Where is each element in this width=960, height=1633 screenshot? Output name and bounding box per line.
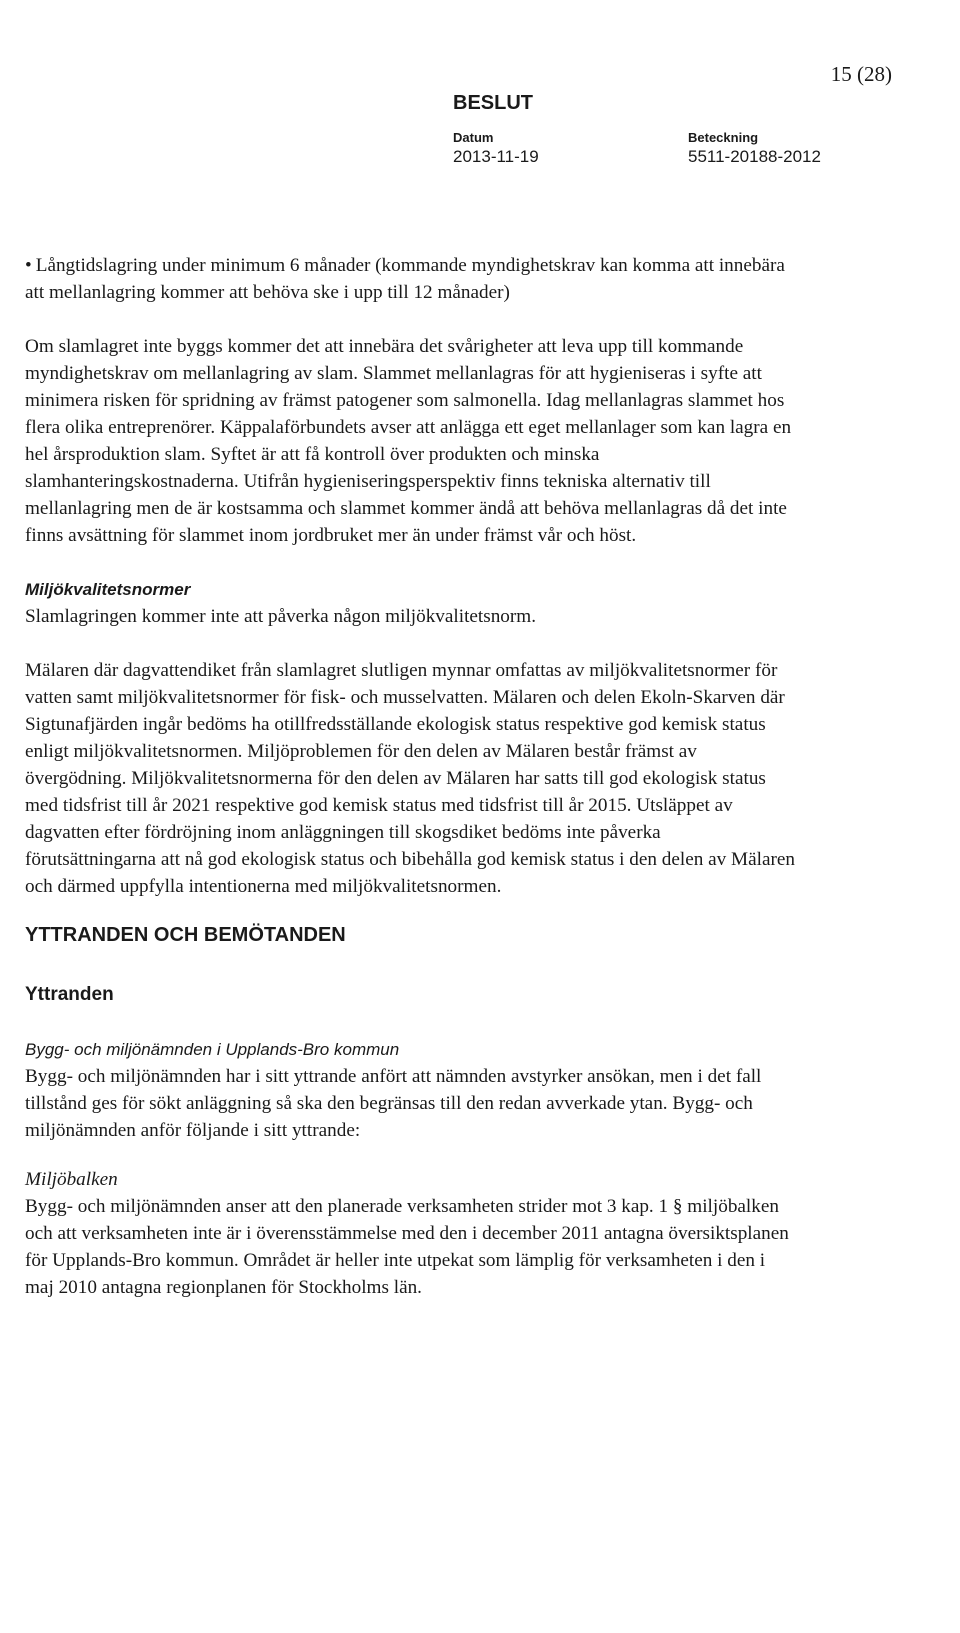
bullet-marker: • [25,255,32,276]
paragraph-malaren: Mälaren där dagvattendiket från slamlagret slutligen mynnar omfattas av miljökvalitetsnormer för vatten samt miljökvalitetsnormer för fisk- och musselvatten. Mälaren och delen Ekoln-Skarven där Sigtunafjärden ingår bedöms ha otillfredsställande ekologisk status respektive god kemisk status enligt miljökvalitetsnormen. Miljöproblemen för den delen av Mälaren består främst av övergödning. Miljökvalitetsnormerna för den delen av Mälaren har satts till god ekologisk status med tidsfrist till år 2021 respektive god kemisk status med tidsfrist till år 2015. Utsläppet av dagvatten efter fördröjning inom anläggningen till skogsdiket bedöms inte påverka förutsättningarna att nå god ekologisk status och bibehålla god kemisk status i den delen av Mälaren och därmed uppfylla intentionerna med miljökvalitetsnormen. [25,660,795,897]
heading-yttranden: Yttranden [25,984,114,1005]
paragraph-mkn-summary: Slamlagringen kommer inte att påverka någon miljökvalitetsnorm. [25,606,537,627]
date-label: Datum [453,130,494,145]
heading-bygg-och-miljonamnden: Bygg- och miljönämnden i Upplands-Bro kommun [25,1040,400,1059]
bullet-text: Långtidslagring under minimum 6 månader (kommande myndighetskrav kan komma att innebära att mellanlagring kommer att behöva ske i upp till 12 månader) [25,255,785,303]
page-number: 15 (28) [830,62,892,86]
paragraph-slamlager: Om slamlagret inte byggs kommer det att innebära det svårigheter att leva upp till kommande myndighetskrav om mellanlagring av slam. Slammet mellanlagras för att hygieniseras i syfte att minimera risken för spridning av främst patogener som salmonella. Idag mellanlagras slammet hos flera olika entreprenörer. Käppalaförbundets avser att anlägga ett eget mellanlager som kan lagra en hel årsproduktion slam. Syftet är att få kontroll över produkten och minska slamhanteringskostnaderna. Utifrån hygieniseringsperspektiv finns tekniska alternativ till mellanlagring men de är kostsamma och slammet kommer ändå att behöva mellanlagras då det inte finns avsättning för slammet inom jordbruket mer än under främst vår och höst. [25,336,792,546]
reference-block [688,130,821,168]
heading-yttranden-och-bemotanden: YTTRANDEN OCH BEMÖTANDEN [25,924,346,946]
paragraph-bygg-och-miljonamnden: Bygg- och miljönämnden har i sitt yttrande anfört att nämnden avstyrker ansökan, men i det fall tillstånd ges för sökt anläggning så ska den begränsas till den redan avverkade ytan. Bygg- och miljönämnden anför följande i sitt yttrande: [25,1066,762,1141]
heading-miljokvalitetsnormer: Miljökvalitetsnormer [25,580,191,599]
date-value: 2013-11-19 [453,147,539,166]
heading-miljobalken: Miljöbalken [25,1169,118,1190]
bullet-item [25,252,795,306]
date-block [453,130,539,168]
reference-value: 5511-20188-2012 [688,147,821,166]
reference-label: Beteckning [688,130,759,145]
document-type: BESLUT [453,92,533,114]
document-body [25,252,795,1301]
paragraph-miljobalken: Bygg- och miljönämnden anser att den planerade verksamheten strider mot 3 kap. 1 § miljöbalken och att verksamheten inte är i överensstämmelse med den i december 2011 antagna översiktsplanen för Upplands-Bro kommun. Området är heller inte utpekat som lämplig för verksamheten i den i maj 2010 antagna regionplanen för Stockholms län. [25,1196,789,1298]
